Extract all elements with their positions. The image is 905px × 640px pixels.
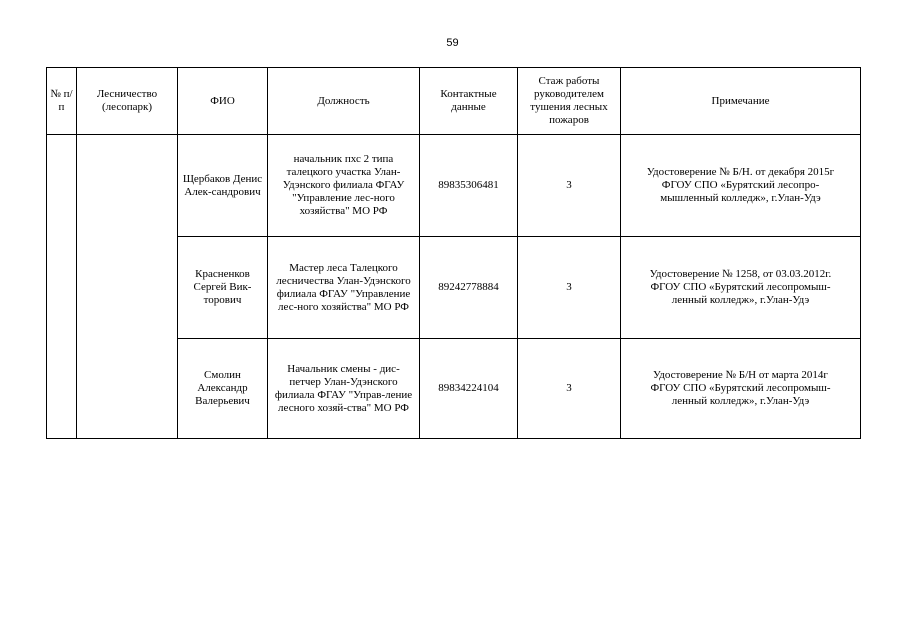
cell-note: Удостоверение № Б/Н от марта 2014г ФГОУ СПО «Бурятский лесопромыш-ленный колледж», г.Улан-Удэ: [621, 339, 861, 439]
responsible-persons-table: [46, 67, 861, 439]
header-contacts: Контактные данные: [420, 68, 518, 135]
cell-position: Мастер леса Талецкого лесничества Улан-Удэнского филиала ФГАУ "Управление лес-ного хозяйства" МО РФ: [268, 237, 420, 339]
header-note: Примечание: [621, 68, 861, 135]
cell-contacts: 89834224104: [420, 339, 518, 439]
table-row: [47, 135, 861, 237]
cell-experience: 3: [518, 135, 621, 237]
header-experience: Стаж работы руководителем тушения лесных пожаров: [518, 68, 621, 135]
cell-experience: 3: [518, 339, 621, 439]
cell-name: Красненков Сергей Вик-торович: [178, 237, 268, 339]
cell-name: Смолин Александр Валерьевич: [178, 339, 268, 439]
cell-position: начальник пхс 2 типа талецкого участка Улан-Удэнского филиала ФГАУ "Управление лес-ного хозяйства" МО РФ: [268, 135, 420, 237]
header-position: Должность: [268, 68, 420, 135]
header-num: № п/п: [47, 68, 77, 135]
cell-position: Начальник смены - дис-петчер Улан-Удэнского филиала ФГАУ "Управ-ление лесного хозяй-ства" МО РФ: [268, 339, 420, 439]
cell-forestry: [77, 135, 178, 439]
cell-note: Удостоверение № Б/Н. от декабря 2015г ФГОУ СПО «Бурятский лесопро-мышленный колледж», г.Улан-Удэ: [621, 135, 861, 237]
page-number: 59: [446, 37, 459, 49]
cell-note: Удостоверение № 1258, от 03.03.2012г. ФГОУ СПО «Бурятский лесопромыш-ленный колледж», г.Улан-Удэ: [621, 237, 861, 339]
header-name: ФИО: [178, 68, 268, 135]
header-forestry: Лесничество (лесопарк): [77, 68, 178, 135]
cell-num: [47, 135, 77, 439]
cell-experience: 3: [518, 237, 621, 339]
cell-contacts: 89835306481: [420, 135, 518, 237]
cell-name: Щербаков Денис Алек-сандрович: [178, 135, 268, 237]
cell-contacts: 89242778884: [420, 237, 518, 339]
table-header-row: [47, 68, 861, 135]
